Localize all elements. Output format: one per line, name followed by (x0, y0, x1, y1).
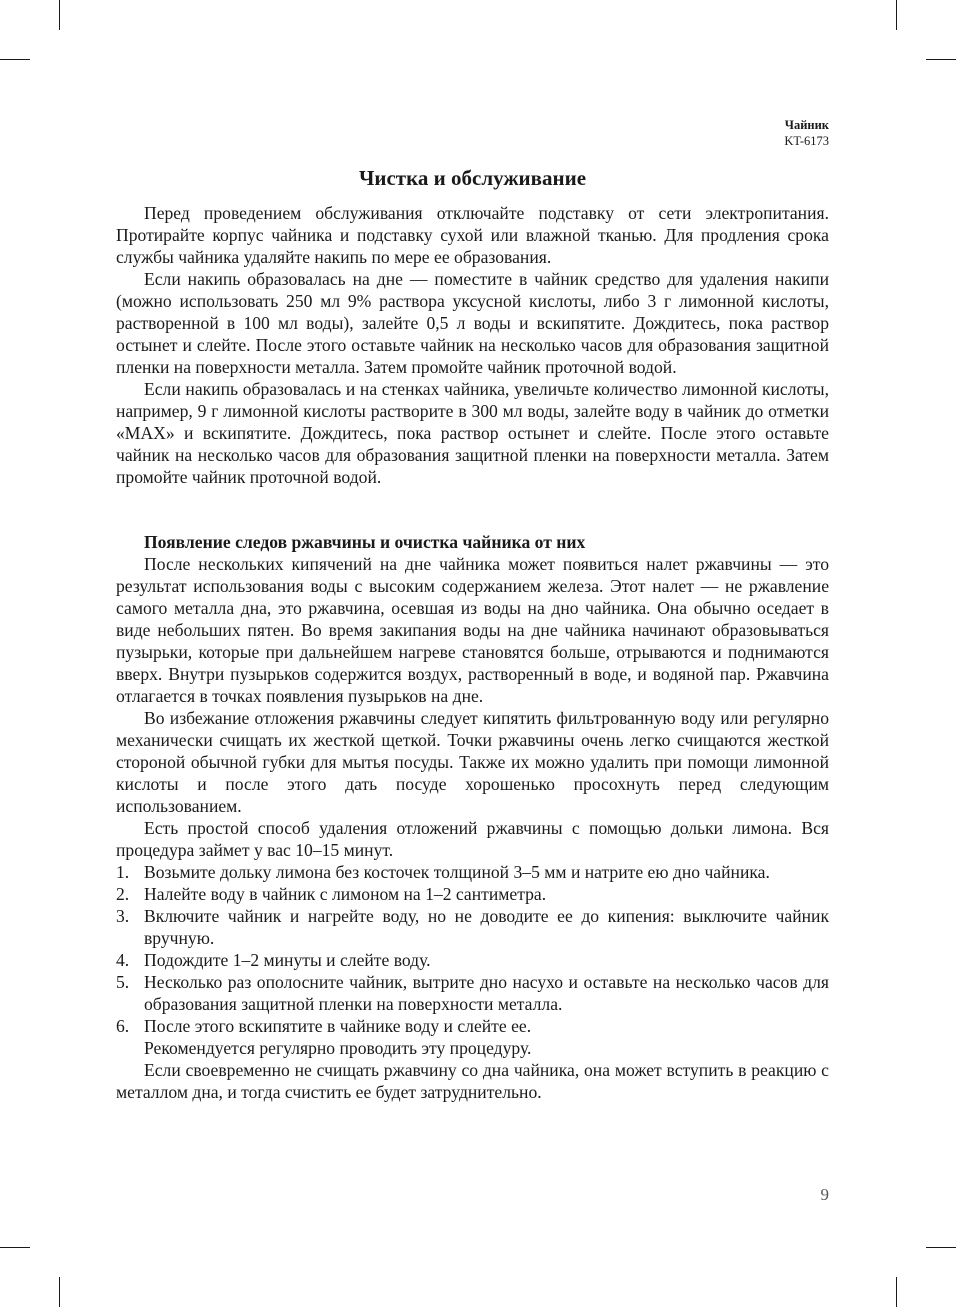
steps-list (116, 861, 829, 1037)
step-text: Возьмите дольку лимона без косточек толщиной 3–5 мм и натрите ею дно чайника. (144, 862, 770, 882)
paragraph: Если накипь образовалась на дне — поместите в чайник средство для удаления накипи (можно использовать 250 мл 9% раствора уксусной кислоты, либо 3 г лимонной кислоты, растворенной в 100 мл воды), залейте 0,5 л воды и вскипятите. Дождитесь, пока раствор остынет и слейте. После этого оставьте чайник на несколько часов для образования защитной пленки на поверхности металла. Затем промойте чайник проточной водой. (116, 269, 829, 377)
recommendation-text: Рекомендуется регулярно проводить эту процедуру. (144, 1038, 532, 1058)
step-number: 4. (116, 950, 130, 970)
step-text: Подождите 1–2 минуты и слейте воду. (144, 950, 431, 970)
step-number: 1. (116, 862, 130, 882)
crop-mark (926, 1247, 956, 1248)
step-text: Включите чайник и нагрейте воду, но не доводите ее до кипения: выключите чайник вручную. (144, 906, 829, 948)
crop-mark (59, 0, 60, 30)
crop-mark (896, 0, 897, 30)
step-text: Налейте воду в чайник с лимоном на 1–2 сантиметра. (144, 884, 547, 904)
crop-mark (896, 1277, 897, 1307)
crop-mark (0, 1247, 30, 1248)
page-title: Чистка и обслуживание (358, 166, 587, 190)
paragraph: Если накипь образовалась и на стенках чайника, увеличьте количество лимонной кислоты, например, 9 г лимонной кислоты растворите в 300 мл воды, залейте воду в чайник до отметки «MAX» и вскипятите. Дождитесь, пока раствор остынет и слейте. После этого оставьте чайник на несколько часов для образования защитной пленки на поверхности металла. Затем промойте чайник проточной водой. (116, 379, 829, 487)
list-item (116, 883, 829, 905)
paragraph: Перед проведением обслуживания отключайте подставку от сети электропитания. Протирайте корпус чайника и подставку сухой или влажной тканью. Для продления срока службы чайника удаляйте накипь по мере ее образования. (116, 203, 829, 267)
step-number: 6. (116, 1016, 130, 1036)
list-item (116, 861, 829, 883)
paragraph: Есть простой способ удаления отложений ржавчины с помощью дольки лимона. Вся процедура займет у вас 10–15 минут. (116, 818, 829, 860)
section-heading: Появление следов ржавчины и очистка чайника от них (144, 532, 586, 552)
crop-mark (926, 59, 956, 60)
list-item (116, 1015, 829, 1037)
step-number: 2. (116, 884, 130, 904)
step-text: После этого вскипятите в чайнике воду и слейте ее. (144, 1016, 532, 1036)
closing-paragraph: Если своевременно не счищать ржавчину со дна чайника, она может вступить в реакцию с металлом дна, и тогда счистить ее будет затруднительно. (116, 1060, 829, 1102)
rust-section (116, 531, 829, 1103)
running-header (784, 117, 829, 149)
page-number: 9 (820, 1185, 829, 1204)
paragraph: После нескольких кипячений на дне чайника может появиться налет ржавчины — это результат использования воды с высоким содержанием железа. Этот налет — не ржавление самого металла дна, это ржавчина, осевшая из воды на дно чайника. Она обычно оседает в виде небольших пятен. Во время закипания воды на дне чайника начинают образовываться пузырьки, которые при дальнейшем нагреве становятся больше, отрываются и поднимаются вверх. Внутри пузырьков содержится воздух, растворенный в воде, и водяной пар. Ржавчина отлагается в точках появления пузырьков на дне. (116, 554, 829, 706)
step-number: 3. (116, 906, 130, 926)
product-name: Чайник (784, 118, 829, 132)
list-item (116, 949, 829, 971)
cleaning-section (116, 202, 829, 488)
step-text: Несколько раз ополосните чайник, вытрите дно насухо и оставьте на несколько часов для образования защитной пленки на поверхности металла. (144, 972, 829, 1014)
list-item (116, 905, 829, 949)
model-number: KT-6173 (784, 134, 829, 148)
crop-mark (59, 1277, 60, 1307)
paragraph: Во избежание отложения ржавчины следует кипятить фильтрованную воду или регулярно механически счищать их жесткой щеткой. Точки ржавчины очень легко счищаются жесткой стороной обычной губки для мытья посуды. Также их можно удалить при помощи лимонной кислоты и после этого дать посуде хорошенько просохнуть перед следующим использованием. (116, 708, 829, 816)
list-item (116, 971, 829, 1015)
crop-mark (0, 59, 30, 60)
step-number: 5. (116, 972, 130, 992)
